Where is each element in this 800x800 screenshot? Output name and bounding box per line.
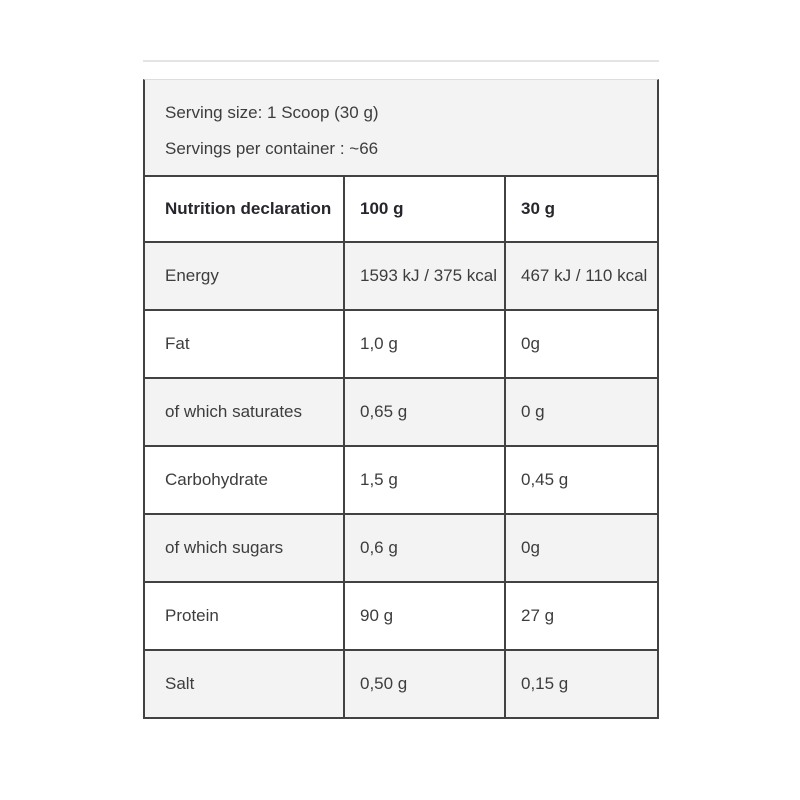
row-label: of which sugars <box>165 538 284 557</box>
table-row-fat <box>145 309 657 377</box>
header-per-30g: 30 g <box>504 177 657 241</box>
row-value-100g: 0,6 g <box>343 515 504 581</box>
servings-per-container-text: Servings per container : ~66 <box>165 139 379 158</box>
row-value-30g: 27 g <box>504 583 657 649</box>
row-label: Fat <box>165 334 190 353</box>
table-row-sugars <box>145 513 657 581</box>
nutrition-table <box>143 177 659 719</box>
label-top-edge <box>143 60 659 62</box>
row-label: Carbohydrate <box>165 470 269 489</box>
nutrition-label <box>143 60 659 719</box>
row-value-30g: 0,45 g <box>504 447 657 513</box>
row-value-30g: 467 kJ / 110 kcal <box>504 243 657 309</box>
row-value-30g: 0g <box>504 515 657 581</box>
row-value-100g: 0,50 g <box>343 651 504 717</box>
table-row-carbohydrate <box>145 445 657 513</box>
table-row-protein <box>145 581 657 649</box>
row-label: of which saturates <box>165 402 303 421</box>
row-value-100g: 1,0 g <box>343 311 504 377</box>
row-value-100g: 90 g <box>343 583 504 649</box>
header-nutrition-declaration: Nutrition declaration <box>165 199 332 218</box>
row-label: Energy <box>165 266 219 285</box>
header-per-100g: 100 g <box>343 177 504 241</box>
table-row-salt <box>145 649 657 717</box>
serving-size-text: Serving size: 1 Scoop (30 g) <box>165 103 379 122</box>
row-label: Protein <box>165 606 219 625</box>
row-value-30g: 0,15 g <box>504 651 657 717</box>
serving-info-box <box>143 79 659 177</box>
table-header-row <box>145 177 657 241</box>
table-row-energy <box>145 241 657 309</box>
row-value-30g: 0g <box>504 311 657 377</box>
row-value-30g: 0 g <box>504 379 657 445</box>
row-value-100g: 1593 kJ / 375 kcal <box>343 243 504 309</box>
table-row-saturates <box>145 377 657 445</box>
row-value-100g: 1,5 g <box>343 447 504 513</box>
row-label: Salt <box>165 674 195 693</box>
row-value-100g: 0,65 g <box>343 379 504 445</box>
